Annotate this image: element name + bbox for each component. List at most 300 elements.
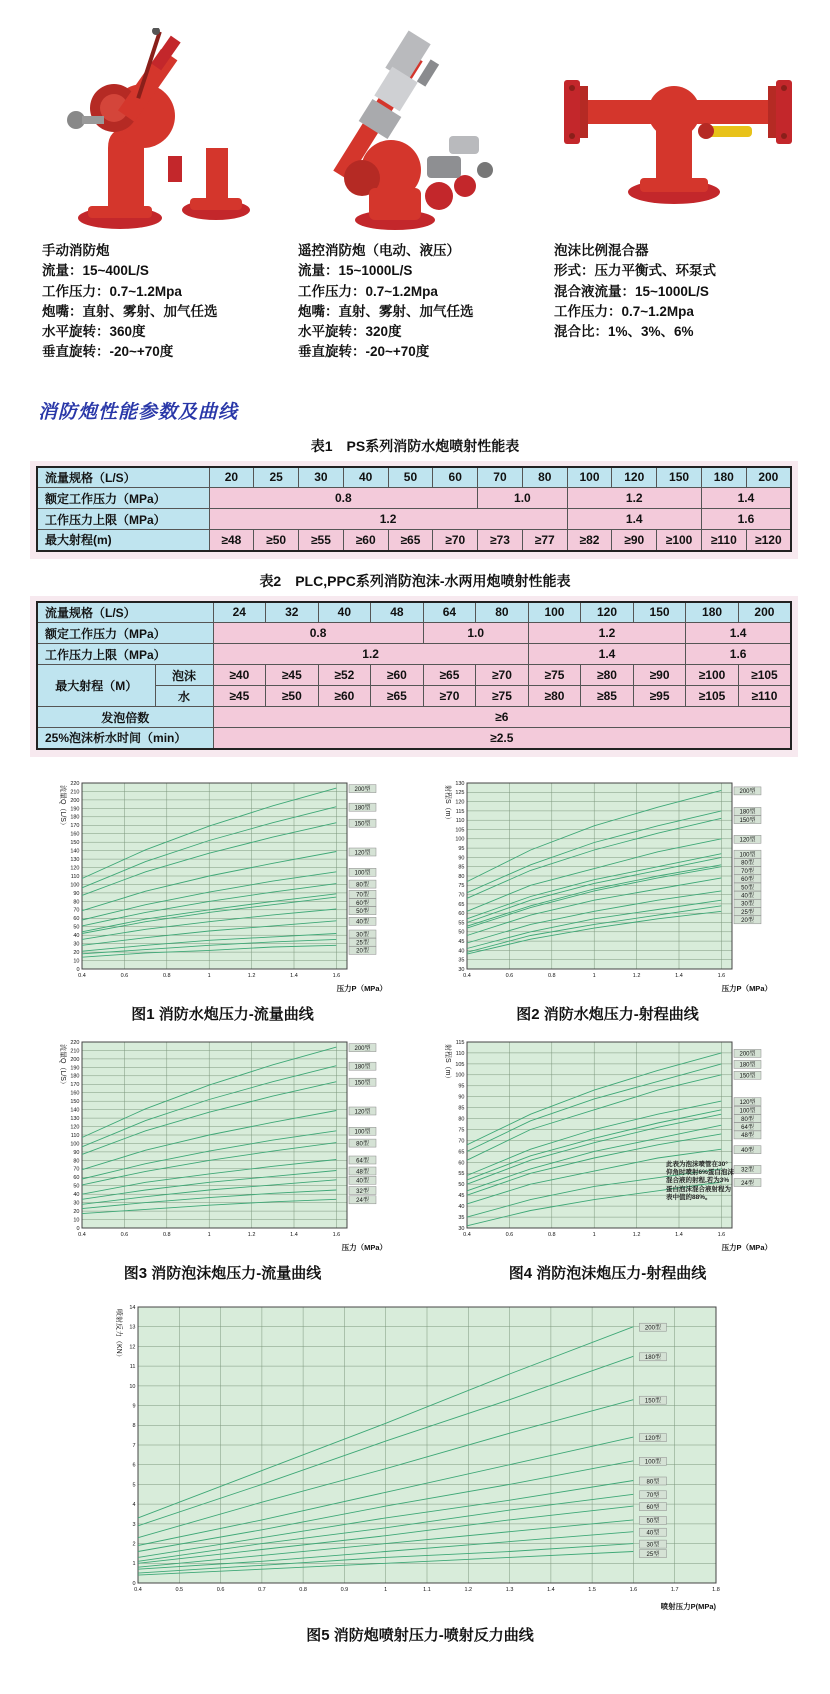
product-spec-line: 垂直旋转：-20~+70度: [298, 344, 430, 360]
svg-text:50型: 50型: [356, 908, 369, 915]
svg-text:120型: 120型: [644, 1435, 661, 1442]
svg-text:80型: 80型: [356, 1140, 369, 1147]
table-cell: ≥45: [213, 686, 266, 707]
svg-text:200型: 200型: [739, 1051, 756, 1058]
svg-text:0: 0: [76, 966, 80, 973]
table-row: [37, 623, 791, 644]
svg-text:70: 70: [458, 892, 465, 898]
table-cell: ≥77: [522, 530, 567, 551]
table-cell: 发泡倍数: [37, 707, 213, 728]
svg-text:60型: 60型: [356, 900, 369, 907]
svg-text:50: 50: [73, 1183, 80, 1190]
svg-text:1: 1: [592, 972, 596, 979]
svg-text:30型: 30型: [646, 1541, 660, 1548]
svg-text:70: 70: [458, 1137, 465, 1144]
table-cell: 1.0: [478, 488, 568, 509]
svg-text:40: 40: [73, 1191, 80, 1198]
svg-text:35: 35: [458, 1214, 465, 1221]
svg-text:200型: 200型: [644, 1325, 661, 1331]
table-cell: 64: [423, 602, 476, 623]
product-spec-line: 水平旋转：360度: [42, 324, 146, 339]
table-cell: 工作压力上限（MPa）: [37, 509, 209, 530]
table-cell: 70: [478, 467, 523, 488]
svg-text:45: 45: [458, 1192, 465, 1199]
table2-body: [37, 602, 791, 749]
svg-text:100型: 100型: [644, 1459, 661, 1466]
table-cell: 1.2: [528, 623, 686, 644]
chart-3-caption: 图3 消防泡沫炮压力-流量曲线: [123, 1264, 322, 1282]
svg-text:0.4: 0.4: [78, 972, 86, 979]
product-foam-proportioner: [554, 28, 804, 363]
product-spec-line: 流量：15~1000L/S: [298, 263, 413, 279]
table-cell: ≥65: [371, 686, 424, 707]
svg-text:45: 45: [458, 938, 465, 945]
svg-text:100: 100: [455, 836, 465, 843]
table-cell: ≥52: [318, 665, 371, 686]
product-name: 泡沫比例混合器: [554, 243, 649, 258]
svg-text:10: 10: [73, 1216, 80, 1223]
table-cell: 流量规格（L/S）: [37, 602, 213, 623]
svg-text:140: 140: [70, 1107, 80, 1113]
svg-text:120型: 120型: [354, 1108, 371, 1115]
svg-text:60型: 60型: [646, 1504, 660, 1511]
svg-text:70型: 70型: [646, 1492, 660, 1499]
svg-text:190: 190: [70, 805, 80, 812]
table-cell: 泡沫: [155, 665, 213, 686]
svg-text:70: 70: [73, 1166, 80, 1173]
svg-text:120: 120: [455, 799, 465, 805]
svg-text:200型: 200型: [354, 786, 371, 793]
svg-text:0.6: 0.6: [120, 972, 129, 979]
svg-text:70型: 70型: [741, 868, 754, 875]
svg-text:120: 120: [70, 864, 80, 871]
svg-text:1.2: 1.2: [247, 972, 256, 979]
table-cell: 150: [657, 467, 702, 488]
svg-text:180: 180: [70, 1073, 80, 1080]
svg-text:32型: 32型: [356, 1188, 369, 1195]
svg-text:75: 75: [458, 882, 465, 889]
table-cell: 工作压力上限（MPa）: [37, 644, 213, 665]
svg-text:50: 50: [73, 924, 80, 931]
svg-text:60型: 60型: [741, 876, 754, 883]
svg-text:0.4: 0.4: [78, 1231, 86, 1238]
svg-text:30型: 30型: [741, 901, 754, 908]
svg-text:110: 110: [70, 873, 80, 880]
table-cell: ≥70: [433, 530, 478, 551]
svg-text:170: 170: [70, 1081, 80, 1088]
svg-text:1.2: 1.2: [632, 972, 641, 979]
svg-text:60: 60: [458, 1159, 465, 1166]
table-cell: ≥50: [254, 530, 299, 551]
svg-text:180: 180: [70, 814, 80, 821]
svg-text:1.6: 1.6: [332, 1231, 341, 1238]
svg-text:75: 75: [458, 1126, 465, 1133]
svg-text:170: 170: [70, 822, 80, 829]
svg-text:40型: 40型: [741, 893, 754, 899]
table-cell: 最大射程(m): [37, 530, 209, 551]
svg-text:压力P（MPa）: 压力P（MPa）: [721, 983, 772, 993]
svg-text:1.6: 1.6: [332, 972, 341, 979]
svg-text:200: 200: [70, 1056, 80, 1063]
svg-text:65: 65: [458, 901, 465, 908]
table2-caption: 表2 PLC,PPC系列消防泡沫-水两用炮喷射性能表: [259, 572, 571, 589]
svg-text:120型: 120型: [739, 1099, 756, 1106]
svg-text:150型: 150型: [644, 1398, 661, 1404]
svg-text:0.7: 0.7: [258, 1586, 266, 1593]
svg-text:90: 90: [73, 1149, 80, 1156]
table-cell: 180: [686, 602, 739, 623]
svg-text:1.5: 1.5: [588, 1586, 596, 1593]
table-row: [37, 530, 791, 551]
svg-text:40型: 40型: [646, 1530, 660, 1536]
svg-text:48型: 48型: [356, 1168, 369, 1175]
table-cell: ≥80: [581, 665, 634, 686]
svg-text:0.4: 0.4: [134, 1586, 142, 1593]
svg-text:60: 60: [73, 915, 80, 922]
svg-text:50型: 50型: [741, 884, 754, 891]
table-cell: 0.8: [213, 623, 423, 644]
svg-text:压力（MPa）: 压力（MPa）: [341, 1242, 387, 1252]
remote-fire-monitor-image: [298, 28, 540, 233]
table-cell: 1.4: [528, 644, 686, 665]
foam-proportioner-image: [554, 28, 804, 233]
chart-5-reaction-force: [100, 1297, 830, 1622]
svg-text:64型: 64型: [356, 1157, 369, 1164]
svg-text:35: 35: [458, 957, 465, 964]
svg-text:10: 10: [73, 957, 80, 964]
table-cell: 100: [567, 467, 612, 488]
table-cell: 32: [266, 602, 319, 623]
svg-text:11: 11: [129, 1363, 136, 1370]
svg-text:0: 0: [76, 1225, 80, 1232]
svg-text:200型: 200型: [739, 788, 756, 795]
svg-text:1: 1: [207, 972, 211, 979]
svg-text:喷射反力（KN）: 喷射反力（KN）: [115, 1308, 122, 1361]
svg-text:24型: 24型: [741, 1180, 754, 1187]
table2-wrap: [30, 596, 798, 757]
table-cell: 80: [522, 467, 567, 488]
table-cell: 流量规格（L/S）: [37, 467, 209, 488]
svg-text:120: 120: [70, 1123, 80, 1130]
svg-text:12: 12: [129, 1343, 136, 1350]
svg-text:130: 130: [455, 780, 465, 787]
svg-text:流量Q（L/S）: 流量Q（L/S）: [59, 784, 66, 829]
svg-text:压力P（MPa）: 压力P（MPa）: [721, 1242, 772, 1252]
svg-text:0.8: 0.8: [299, 1586, 307, 1593]
svg-text:150型: 150型: [354, 821, 371, 827]
svg-text:30: 30: [458, 966, 465, 973]
svg-text:50型: 50型: [646, 1518, 660, 1525]
svg-text:20: 20: [73, 1208, 80, 1215]
svg-text:1.4: 1.4: [290, 1231, 298, 1238]
table-cell: 80: [476, 602, 529, 623]
table1-wrap: [30, 461, 798, 559]
svg-text:压力P（MPa）: 压力P（MPa）: [336, 983, 387, 993]
svg-text:180型: 180型: [644, 1354, 661, 1361]
product-spec-line: 水平旋转：320度: [298, 324, 402, 339]
svg-text:40型: 40型: [356, 1178, 369, 1185]
table-cell: ≥110: [701, 530, 746, 551]
chart-4-foam-range: [435, 1034, 820, 1261]
table-cell: 1.2: [213, 644, 528, 665]
svg-text:3: 3: [132, 1521, 136, 1528]
product-manual-monitor: [42, 28, 284, 363]
svg-text:55: 55: [458, 919, 465, 926]
table-cell: ≥48: [209, 530, 254, 551]
svg-text:25型: 25型: [356, 940, 369, 946]
svg-text:0.6: 0.6: [120, 1231, 129, 1238]
svg-text:40: 40: [458, 1203, 465, 1210]
table-row: [37, 602, 791, 623]
table-cell: ≥75: [476, 686, 529, 707]
svg-text:105: 105: [455, 1061, 465, 1068]
svg-text:130: 130: [70, 1115, 80, 1122]
svg-text:200型: 200型: [354, 1045, 371, 1052]
product-name: 遥控消防炮（电动、液压）: [298, 243, 460, 258]
svg-text:80: 80: [73, 1157, 80, 1164]
product-spec-line: 流量：15~400L/S: [42, 263, 149, 279]
chart-1-caption: 图1 消防水炮压力-流量曲线: [131, 1005, 314, 1023]
svg-text:90: 90: [458, 854, 465, 861]
table-cell: ≥50: [266, 686, 319, 707]
svg-text:24型: 24型: [356, 1197, 369, 1204]
product-spec-line: 混合比：1%、3%、6%: [554, 324, 694, 339]
svg-text:100: 100: [455, 1072, 465, 1079]
svg-text:80型: 80型: [356, 881, 369, 888]
svg-text:210: 210: [70, 788, 80, 795]
svg-text:100: 100: [70, 1140, 80, 1147]
table-row: [37, 644, 791, 665]
svg-text:25型: 25型: [646, 1551, 660, 1558]
table-cell: 1.2: [209, 509, 567, 530]
svg-text:30: 30: [458, 1225, 465, 1232]
svg-text:射程S（m）: 射程S（m）: [444, 1043, 451, 1082]
svg-text:85: 85: [458, 1105, 465, 1111]
svg-text:流量Q（L/S）: 流量Q（L/S）: [59, 1043, 66, 1088]
svg-text:0.8: 0.8: [547, 972, 556, 979]
svg-text:0: 0: [132, 1580, 136, 1587]
table-cell: 100: [528, 602, 581, 623]
svg-text:40: 40: [73, 932, 80, 939]
table-cell: ≥40: [213, 665, 266, 686]
charts-grid: [50, 775, 830, 1293]
svg-text:95: 95: [458, 845, 465, 852]
table-cell: 25: [254, 467, 299, 488]
table-cell: ≥75: [528, 665, 581, 686]
chart-2-block: [435, 775, 820, 1034]
product-spec-line: 工作压力：0.7~1.2Mpa: [298, 283, 438, 299]
table-cell: 最大射程（M）: [37, 665, 155, 707]
table-cell: ≥120: [746, 530, 791, 551]
svg-text:90: 90: [73, 890, 80, 897]
svg-text:40型: 40型: [356, 919, 369, 926]
table-cell: 40: [343, 467, 388, 488]
svg-text:1.4: 1.4: [675, 1231, 683, 1238]
table-cell: ≥90: [612, 530, 657, 551]
svg-text:80型: 80型: [741, 1116, 754, 1123]
svg-text:100型: 100型: [354, 870, 371, 877]
table1-caption: 表1 PS系列消防水炮喷射性能表: [310, 437, 520, 454]
svg-text:80: 80: [73, 898, 80, 905]
table-cell: 200: [738, 602, 791, 623]
svg-text:65: 65: [458, 1148, 465, 1155]
table-cell: ≥65: [388, 530, 433, 551]
svg-text:130: 130: [70, 856, 80, 863]
svg-text:150: 150: [70, 839, 80, 846]
table-cell: ≥100: [686, 665, 739, 686]
svg-text:180型: 180型: [739, 809, 756, 816]
svg-text:0.8: 0.8: [162, 1231, 171, 1238]
svg-text:1.6: 1.6: [629, 1586, 638, 1593]
table-cell: ≥65: [423, 665, 476, 686]
table-cell: 额定工作压力（MPa）: [37, 623, 213, 644]
svg-text:0.8: 0.8: [162, 972, 171, 979]
table-cell: 0.8: [209, 488, 478, 509]
table-cell: 1.4: [567, 509, 701, 530]
svg-text:20型: 20型: [356, 948, 369, 955]
table-cell: ≥85: [581, 686, 634, 707]
chart-3-block: [50, 1034, 435, 1293]
svg-text:喷射压力P(MPa): 喷射压力P(MPa): [660, 1601, 716, 1611]
svg-text:30: 30: [73, 941, 80, 947]
svg-text:105: 105: [455, 826, 465, 833]
product-specs: [298, 261, 540, 362]
svg-text:100型: 100型: [739, 1108, 756, 1115]
chart-4-caption: 图4 消防泡沫炮压力-射程曲线: [508, 1264, 707, 1282]
table-cell: ≥105: [738, 665, 791, 686]
svg-text:115: 115: [455, 808, 465, 815]
svg-text:70: 70: [73, 907, 80, 914]
product-name: 手动消防炮: [42, 243, 110, 258]
table-row: [37, 665, 791, 686]
chart-2-caption: 图2 消防水炮压力-射程曲线: [516, 1005, 699, 1023]
table-cell: 150: [633, 602, 686, 623]
table-row: [37, 467, 791, 488]
svg-text:60: 60: [73, 1174, 80, 1181]
table-cell: ≥82: [567, 530, 612, 551]
svg-text:150型: 150型: [354, 1080, 371, 1086]
svg-text:1: 1: [384, 1586, 388, 1593]
table-cell: 1.6: [686, 644, 791, 665]
table-cell: 1.2: [567, 488, 701, 509]
svg-text:1.6: 1.6: [717, 972, 726, 979]
svg-text:20型: 20型: [741, 917, 754, 924]
table-cell: ≥80: [528, 686, 581, 707]
table-cell: 1.6: [701, 509, 791, 530]
svg-text:7: 7: [132, 1442, 136, 1449]
svg-text:180型: 180型: [354, 805, 371, 811]
svg-text:10: 10: [129, 1383, 136, 1390]
table-cell: 180: [701, 467, 746, 488]
svg-text:1.2: 1.2: [632, 1231, 641, 1238]
table-cell: 1.0: [423, 623, 528, 644]
chart-3-foam-flow: [50, 1034, 435, 1261]
product-spec-line: 炮嘴：直射、雾射、加气任选: [42, 303, 218, 319]
table1-body: [37, 467, 791, 551]
svg-text:210: 210: [70, 1047, 80, 1054]
table-cell: ≥110: [738, 686, 791, 707]
table2: [36, 601, 792, 750]
chart-5-caption: 图5 消防炮喷射压力-喷射反力曲线: [306, 1626, 534, 1644]
table-row: [37, 509, 791, 530]
product-spec-line: 混合液流量：15~1000L/S: [554, 283, 709, 299]
chart-note: 此表为泡沫喷管在30° 仰角时喷射6%蛋白泡沫 混合液的射程,若为3% 蛋白泡沫混合液射程为 表中值的88%。: [666, 1160, 734, 1202]
table-cell: 40: [318, 602, 371, 623]
svg-text:50: 50: [458, 929, 465, 936]
table-cell: ≥2.5: [213, 728, 791, 749]
chart-4-block: [435, 1034, 820, 1293]
product-spec-line: 工作压力：0.7~1.2Mpa: [42, 283, 182, 299]
table-cell: ≥73: [478, 530, 523, 551]
table-cell: ≥55: [299, 530, 344, 551]
svg-text:1.2: 1.2: [247, 1231, 256, 1238]
svg-text:70型: 70型: [356, 892, 369, 899]
svg-text:120型: 120型: [739, 837, 756, 844]
product-spec-line: 炮嘴：直射、雾射、加气任选: [298, 303, 474, 319]
table-cell: 25%泡沫析水时间（min）: [37, 728, 213, 749]
svg-text:110: 110: [455, 817, 465, 824]
table1: [36, 466, 792, 552]
table-cell: 1.4: [701, 488, 791, 509]
svg-text:80: 80: [458, 873, 465, 880]
svg-text:32型: 32型: [741, 1167, 754, 1174]
product-specs: [42, 261, 284, 362]
svg-text:80型: 80型: [741, 860, 754, 867]
svg-text:1.1: 1.1: [423, 1586, 431, 1593]
svg-text:0.4: 0.4: [463, 972, 471, 979]
svg-text:6: 6: [132, 1462, 136, 1469]
svg-text:48型: 48型: [741, 1132, 754, 1139]
svg-text:180型: 180型: [354, 1064, 371, 1070]
svg-text:1: 1: [207, 1231, 211, 1238]
product-remote-monitor: [298, 28, 540, 363]
svg-text:190: 190: [70, 1064, 80, 1071]
svg-text:1: 1: [592, 1231, 596, 1238]
svg-text:220: 220: [70, 780, 80, 787]
svg-text:0.4: 0.4: [463, 1231, 471, 1238]
table-row: [37, 488, 791, 509]
table-cell: 24: [213, 602, 266, 623]
table-cell: 200: [746, 467, 791, 488]
svg-text:150: 150: [70, 1098, 80, 1105]
svg-text:25型: 25型: [741, 909, 754, 916]
chart-2-water-range: [435, 775, 820, 1002]
table-cell: ≥100: [657, 530, 702, 551]
table-row: [37, 728, 791, 749]
svg-text:64型: 64型: [741, 1124, 754, 1131]
svg-text:150型: 150型: [739, 1073, 756, 1080]
svg-text:40型: 40型: [741, 1147, 754, 1154]
table-cell: ≥95: [633, 686, 686, 707]
table-cell: ≥6: [213, 707, 791, 728]
table-cell: ≥60: [318, 686, 371, 707]
table-cell: 120: [612, 467, 657, 488]
table-row: [37, 707, 791, 728]
svg-text:120型: 120型: [354, 849, 371, 856]
section-title: 消防炮性能参数及曲线: [38, 401, 239, 423]
svg-text:90: 90: [458, 1094, 465, 1101]
manual-fire-monitor-image: [42, 28, 284, 233]
product-spec-line: 形式：压力平衡式、环泵式: [554, 263, 716, 279]
svg-text:60: 60: [458, 910, 465, 917]
svg-text:5: 5: [132, 1481, 136, 1488]
svg-text:1.7: 1.7: [670, 1586, 679, 1593]
svg-text:100型: 100型: [354, 1129, 371, 1136]
svg-text:1.3: 1.3: [505, 1586, 514, 1593]
table-cell: 120: [581, 602, 634, 623]
svg-text:0.9: 0.9: [340, 1586, 349, 1593]
svg-text:1.4: 1.4: [290, 972, 298, 979]
